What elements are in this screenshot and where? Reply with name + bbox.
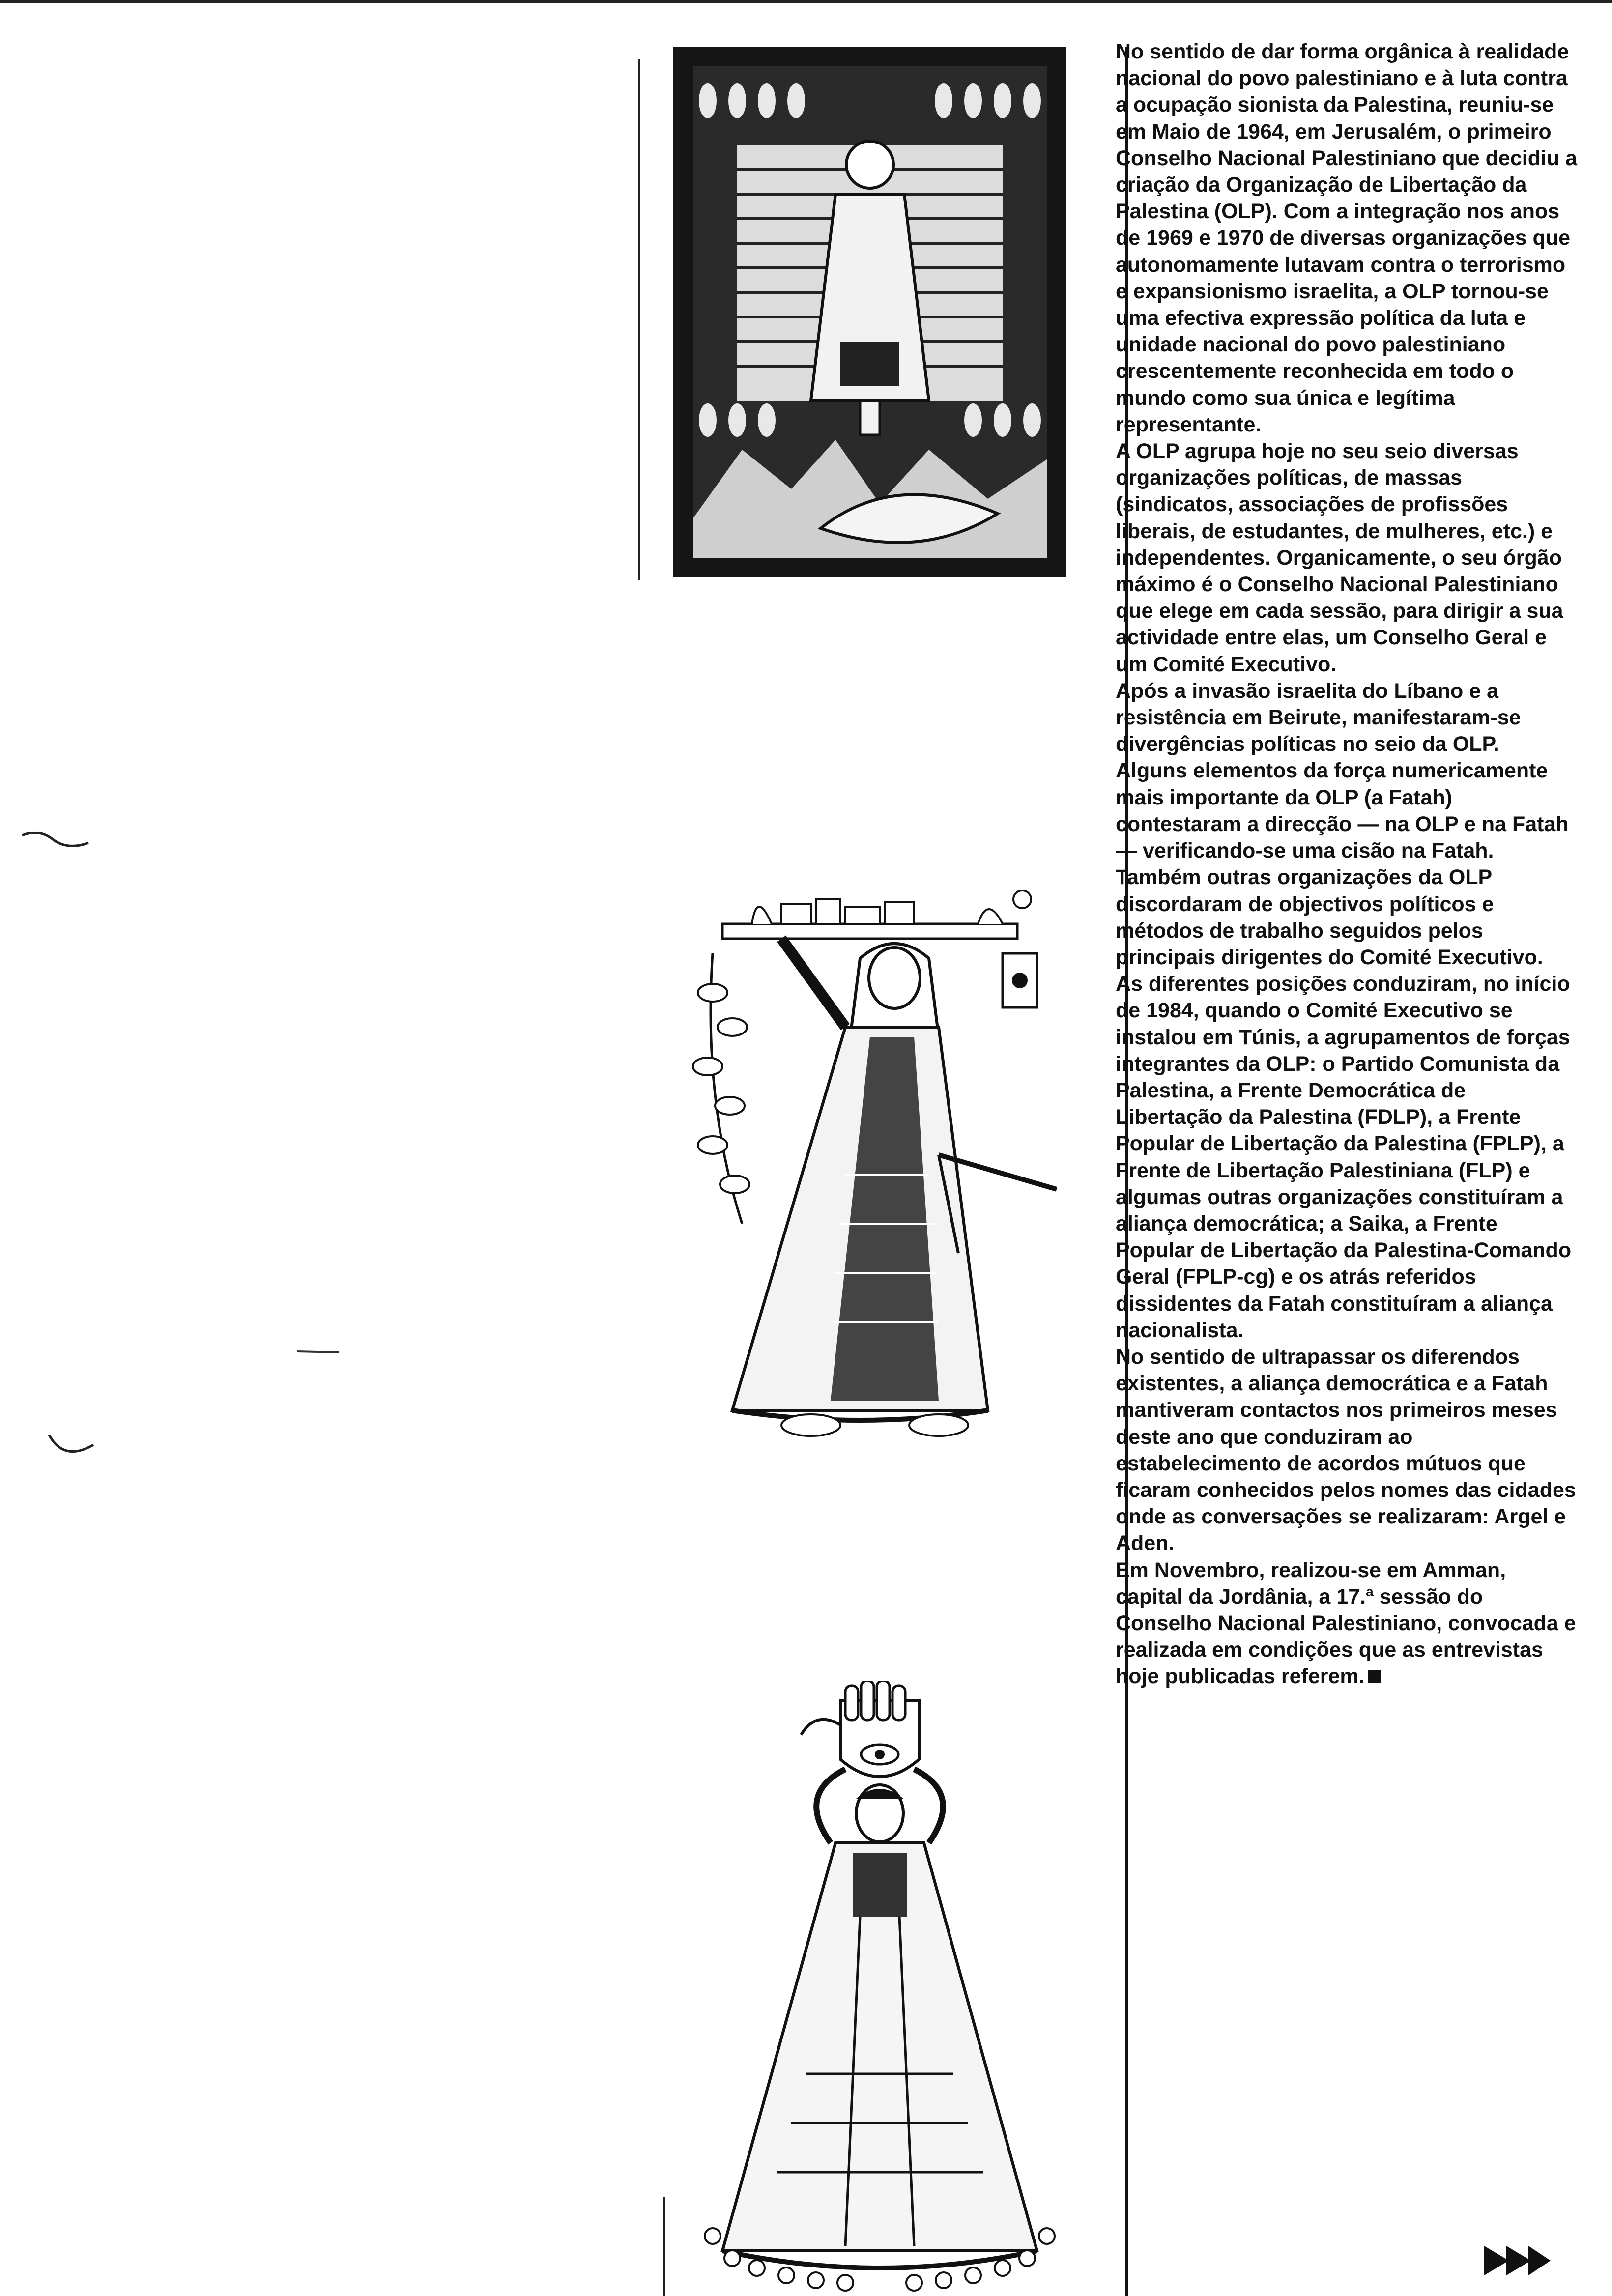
illustration-woman-frame (673, 47, 1066, 577)
end-of-article-square-icon (1368, 1670, 1381, 1683)
margin-rule-bottom (663, 2197, 665, 2296)
article-paragraph: Após a invasão israelita do Líbano e a resistência em Beirute, manifestaram-se divergências políticas no seio da OLP. (1116, 679, 1521, 756)
scan-mark-squiggle (20, 826, 93, 855)
margin-rule (638, 59, 640, 580)
article-text (1116, 38, 1578, 1690)
article-paragraph: Em Novembro, realizou-se em Amman, capital da Jordânia, a 17.ª sessão do Conselho Nacional Palestiniano, convocada e realizada em condições que as entrevistas hoje publicadas referem. (1116, 1558, 1576, 1689)
article-paragraph: No sentido de ultrapassar os diferendos existentes, a aliança democrática e a Fatah mantiveram contactos nos primeiros meses deste ano que conduziram ao estabelecimento de acordos mútuos que ficaram conhecidos pelos nomes das cidades onde as conversações se realizaram: Argel e Aden. (1116, 1345, 1576, 1555)
article-paragraph: No sentido de dar forma orgânica à realidade nacional do povo palestiniano e à luta contra a ocupação sionista da Palestina, reuniu-se em Maio de 1964, em Jerusalém, o primeiro Conselho Nacional Palestiniano que decidiu a criação da Organização de Libertação da Palestina (OLP). Com a integração nos anos de 1969 e 1970 de diversas organizações que autonomamente lutavam contra o terrorismo e expansionismo israelita, a OLP tornou-se uma efectiva expressão política da luta e unidade nacional do povo palestiniano crescentemente reconhecida em todo o mundo como sua única e legítima representante. (1116, 40, 1578, 436)
scan-mark-curve (44, 1425, 98, 1464)
article-paragraph: Alguns elementos da força numericamente mais importante da OLP (a Fatah) contestaram a direcção — na OLP e na Fatah — verificando-se uma cisão na Fatah. Também outras organizações da OLP discordaram de objectivos políticos e métodos de trabalho seguidos pelos principais dirigentes do Comité Executivo. (1116, 759, 1569, 969)
scan-mark-dash (295, 1347, 344, 1356)
illustration-woman-holding-hand (683, 1681, 1116, 2296)
article-paragraph: As diferentes posições conduziram, no início de 1984, quando o Comité Executivo se instalou em Túnis, a agrupamentos de forças integrantes da OLP: o Partido Comunista da Palestina, a Frente Democrática de Libertação da Palestina (FDLP), a Frente Popular de Libertação da Palestina (FPLP), a Frente de Libertação Palestiniana (FLP) e algumas outras organizações constituíram a aliança democrática; a Saika, a Frente Popular de Libertação da Palestina-Comando Geral (FPLP-cg) e os atrás referidos dissidentes da Fatah constituíram a aliança nacionalista. (1116, 972, 1572, 1342)
continue-arrow-icon (1479, 2241, 1553, 2280)
article-paragraph: A OLP agrupa hoje no seu seio diversas organizações políticas, de massas (sindicatos, associações de profissões liberais, de estudantes, de mulheres, etc.) e independentes. Organicamente, o seu órgão máximo é o Conselho Nacional Palestiniano que elege em cada sessão, para dirigir a sua actividade entre elas, um Conselho Geral e um Comité Executivo. (1116, 439, 1563, 676)
illustration-woman-carrying-city (683, 880, 1096, 1450)
top-rule (0, 0, 1612, 3)
